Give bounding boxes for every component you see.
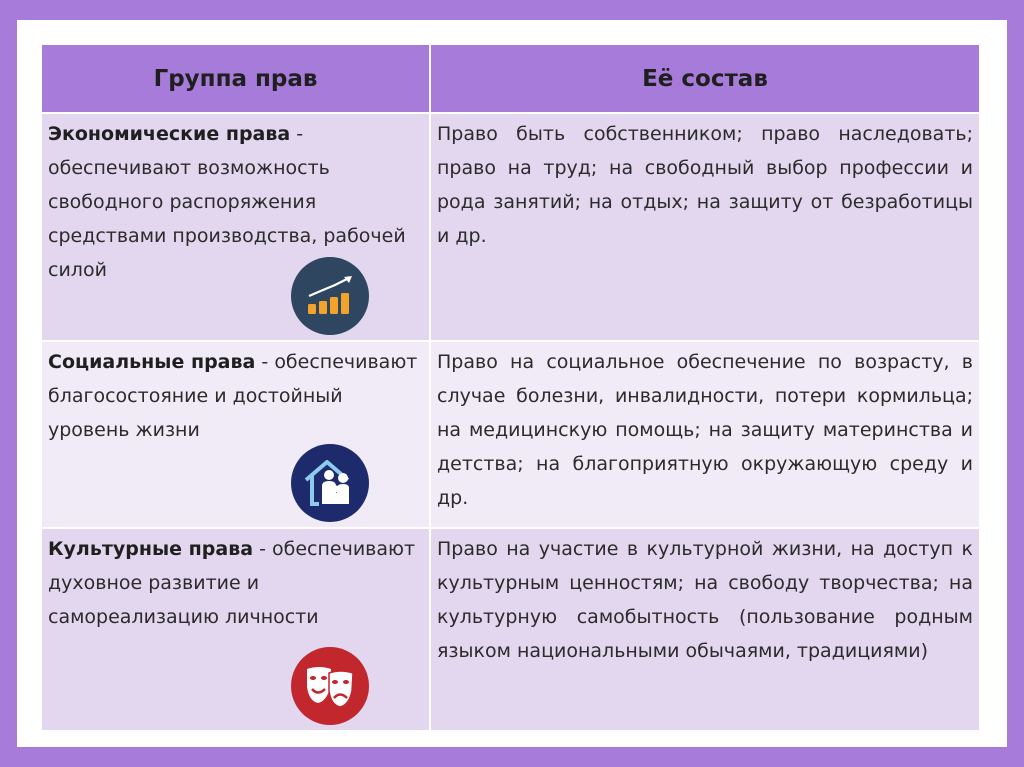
social-rights-title: Социальные права <box>48 351 256 373</box>
economic-rights-title: Экономические права <box>48 123 291 145</box>
rights-table <box>40 43 981 732</box>
economic-rights-desc: обеспечивают возможность свободного распоряжения средствами производства, рабочей силой <box>48 157 406 281</box>
social-rights-dash: - <box>255 351 269 373</box>
header-composition: Её состав <box>430 44 980 113</box>
cultural-rights-desc: обеспечивают духовное развитие и самореализацию личности <box>48 538 416 628</box>
cultural-rights-dash: - <box>253 538 266 560</box>
cultural-rights-title: Культурные права <box>48 538 254 560</box>
social-rights-cell <box>41 341 430 528</box>
table-row-economic <box>41 113 980 341</box>
header-row <box>41 44 980 113</box>
cultural-rights-cell <box>41 528 430 731</box>
economic-rights-cell <box>41 113 430 341</box>
growth-chart-icon <box>291 257 369 335</box>
economic-rights-content: Право быть собственником; право наследовать; право на труд; на свободный выбор профессии и рода занятий; на отдых; на защиту от безработицы и др. <box>430 113 980 341</box>
header-group: Группа прав <box>41 44 430 113</box>
social-rights-desc: обеспечивают благосостояние и достойный уровень жизни <box>48 351 418 441</box>
table-row-social <box>41 341 980 528</box>
cultural-rights-content: Право на участие в культурной жизни, на доступ к культурным ценностям; на свободу творчества; на культурную самобытность (пользование родным языком национальными обычаями, традициями) <box>430 528 980 731</box>
social-rights-content: Право на социальное обеспечение по возрасту, в случае болезни, инвалидности, потери кормильца; на медицинскую помощь; на защиту материнства и детства; на благоприятную окружающую среду и др. <box>430 341 980 528</box>
table-row-cultural <box>41 528 980 731</box>
theater-masks-icon <box>291 647 369 725</box>
family-house-icon <box>291 444 369 522</box>
economic-rights-dash: - <box>290 123 304 145</box>
